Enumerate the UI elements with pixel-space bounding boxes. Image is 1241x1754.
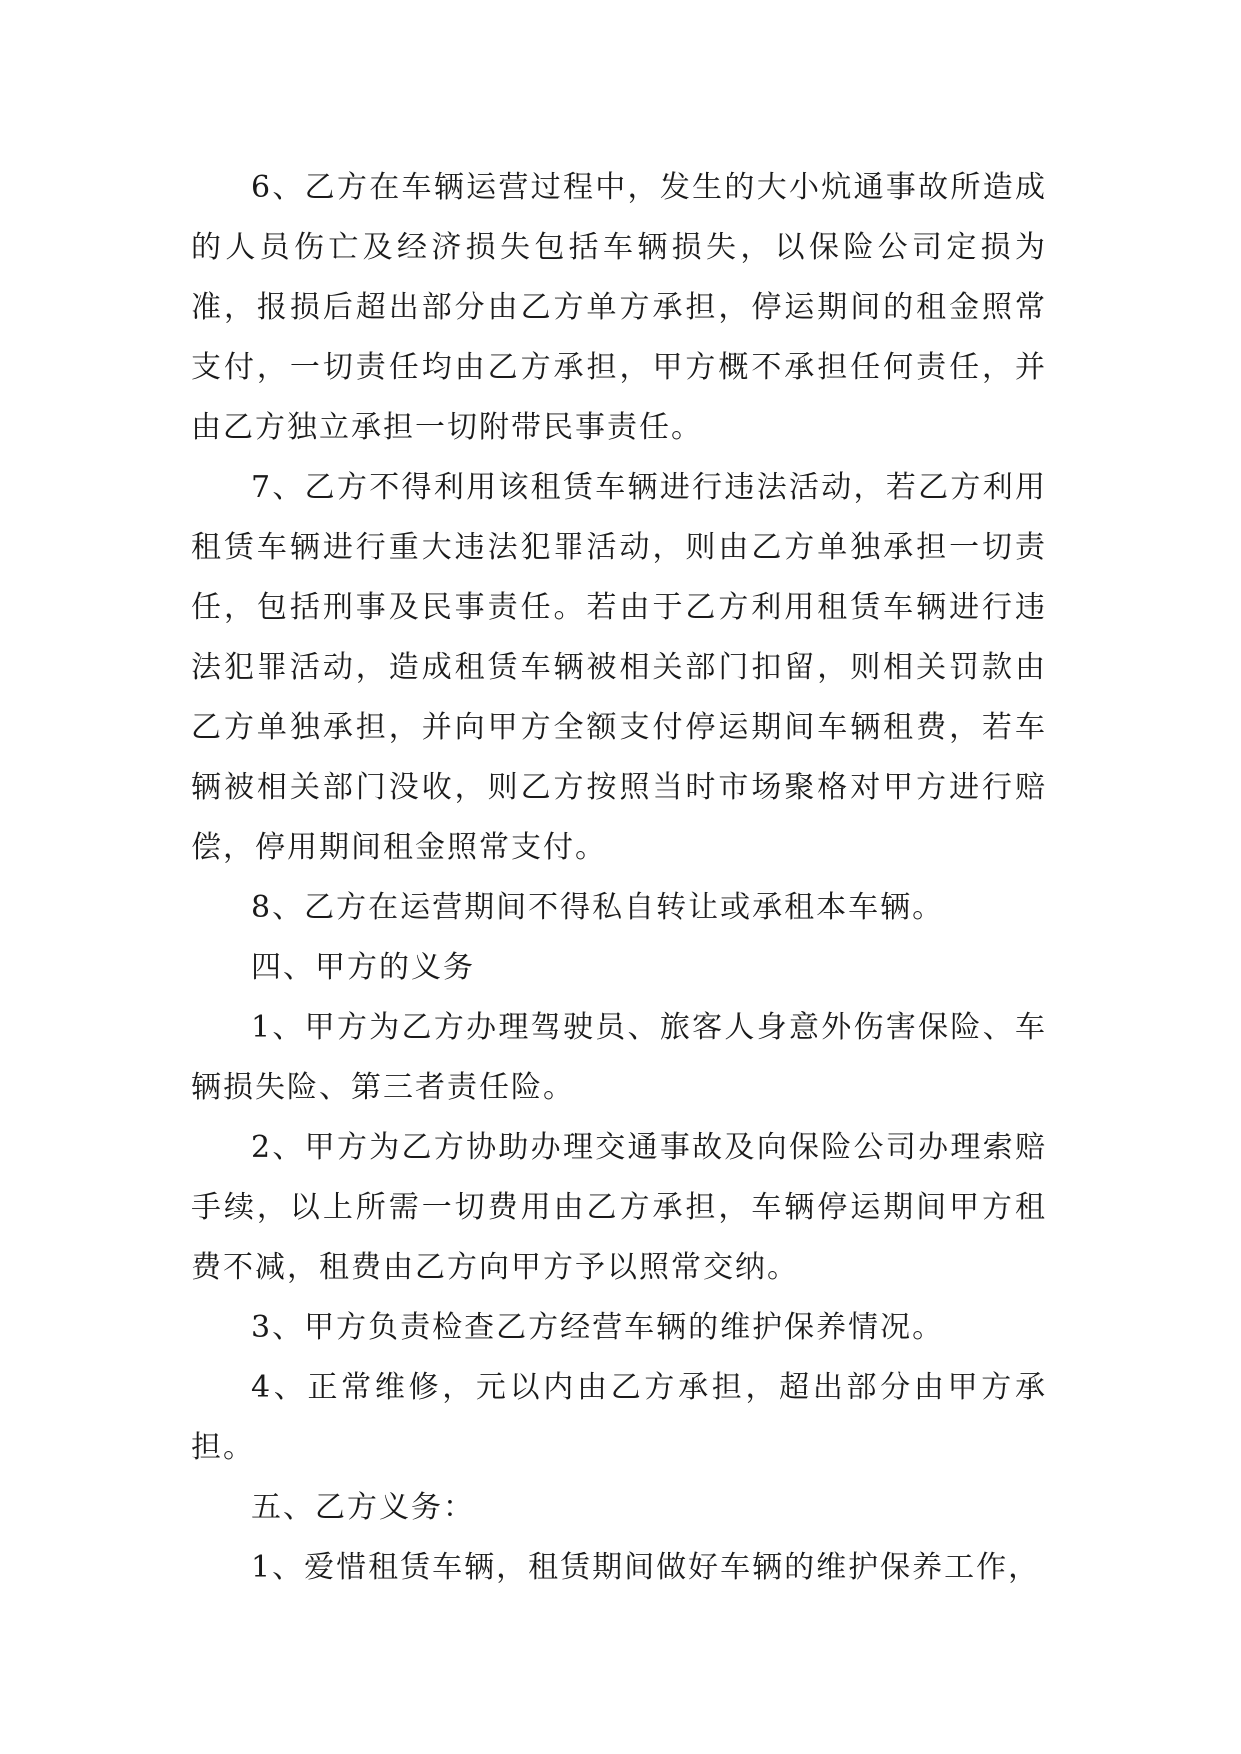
paragraph-party-a-2: 2、甲方为乙方协助办理交通事故及向保险公司办理索赔手续，以上所需一切费用由乙方承担，车辆停运期间甲方租费不减，租费由乙方向甲方予以照常交纳。 (191, 1130, 1047, 1285)
paragraph-clause-7: 7、乙方不得利用该租赁车辆进行违法活动，若乙方利用租赁车辆进行重大违法犯罪活动，则由乙方单独承担一切责任，包括刑事及民事责任。若由于乙方利用租赁车辆进行违法犯罪活动，造成租赁车辆被相关部门扣留，则相关罚款由乙方单独承担，并向甲方全额支付停运期间车辆租费，若车辆被相关部门没收，则乙方按照当时市场聚格对甲方进行赔偿，停用期间租金照常支付。 (191, 470, 1047, 865)
paragraph-clause-6: 6、乙方在车辆运营过程中，发生的大小炕通事故所造成的人员伤亡及经济损失包括车辆损失，以保险公司定损为准，报损后超出部分由乙方单方承担，停运期间的租金照常支付，一切责任均由乙方承担，甲方概不承担任何责任，并由乙方独立承担一切附带民事责任。 (191, 170, 1047, 445)
paragraph-party-a-1: 1、甲方为乙方办理驾驶员、旅客人身意外伤害保险、车辆损失险、第三者责任险。 (191, 1010, 1047, 1105)
paragraph-clause-8: 8、乙方在运营期间不得私自转让或承租本车辆。 (251, 890, 945, 925)
paragraph-party-a-4: 4、正常维修，元以内由乙方承担，超出部分由甲方承担。 (191, 1370, 1047, 1465)
section-heading-party-b-obligations: 五、乙方义务： (251, 1490, 475, 1525)
section-heading-party-a-obligations: 四、甲方的义务 (251, 950, 475, 985)
document-body (191, 158, 1047, 1598)
paragraph-party-a-3: 3、甲方负责检查乙方经营车辆的维护保养情况。 (251, 1310, 945, 1345)
paragraph-party-b-1: 1、爱惜租赁车辆，租赁期间做好车辆的维护保养工作， (251, 1550, 1041, 1585)
